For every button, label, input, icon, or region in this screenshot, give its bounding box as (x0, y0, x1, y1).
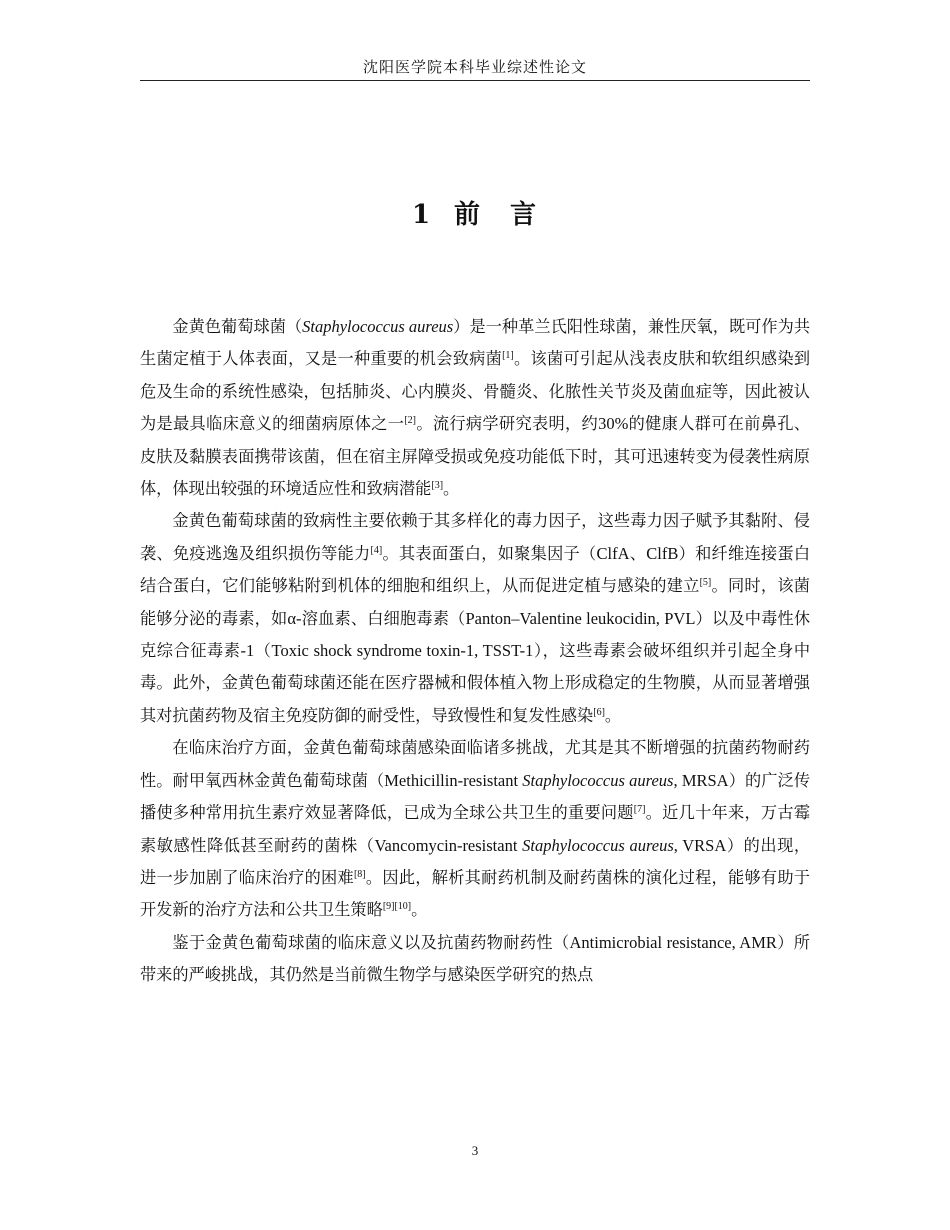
running-header-title: 沈阳医学院本科毕业综述性论文 (362, 58, 587, 76)
chapter-title-char-2: 言 (510, 200, 539, 231)
text-run: 溶血素、白细胞毒素（ (301, 608, 466, 628)
latin-term: , MRSA (673, 770, 729, 790)
text-run: 。 (604, 705, 622, 725)
citation: [5] (699, 577, 712, 589)
italic-term: Staphylococcus aureus (522, 835, 674, 855)
paragraph-virulence (140, 505, 810, 732)
citation: [6] (593, 706, 605, 718)
text-run: 鉴于金黄色葡萄球菌的临床意义以及抗菌药物耐药性（ (172, 932, 570, 952)
latin-term: -1 (240, 641, 255, 661)
citation: [7] (633, 804, 646, 816)
chapter-title-char-1: 前 (454, 200, 483, 231)
text-run: 在临床治疗方面，金黄色葡萄球菌感染面临诸多挑战，尤其是其不断增强的抗菌药物耐药性。耐甲氧西林金黄色葡萄球菌（ (140, 738, 810, 790)
text-run: 。近几十年来，万古霉素敏感性降低甚至耐药的菌株（ (140, 803, 811, 855)
text-run: 的健康人群可在前鼻孔、皮肤及黏膜表面携带该菌，但在宿主屏障受损或免疫功能低下时，其可迅速转变为侵袭性病原体，体现出较强的环境适应性和致病潜能 (140, 414, 811, 499)
latin-term: α- (287, 608, 302, 628)
chapter-title (0, 195, 950, 235)
latin-term: Panton–Valentine leukocidin, PVL (465, 608, 696, 628)
citation: [3] (431, 480, 444, 492)
paragraph-treatment (140, 732, 810, 926)
text-run: 、 (629, 543, 647, 563)
citation: [4] (370, 544, 383, 556)
text-run: 。 (411, 900, 428, 920)
latin-term: Vancomycin-resistant (374, 835, 523, 855)
chapter-number: 1 (411, 200, 433, 231)
species-name (522, 771, 673, 790)
text-run: 。其表面蛋白，如聚集因子（ (382, 543, 597, 563)
citation: [2] (404, 415, 416, 427)
text-run: ）是一种革兰氏阳性球菌，兼性厌氧，既可作为共生菌定植于人体表面，又是一种重要的机会致病菌 (140, 317, 811, 369)
latin-term: Methicillin-resistant (384, 770, 523, 790)
text-run: ）以及中毒性休克综合征毒素 (140, 608, 811, 661)
text-run: 金黄色葡萄球菌（ (172, 317, 303, 336)
species-name (522, 836, 674, 855)
text-run: ）的出现，进一步加剧了临床治疗的困难 (140, 835, 811, 887)
latin-term: ClfB (646, 543, 679, 563)
text-run: 。同时，该菌能够分泌的毒素，如 (140, 576, 810, 628)
latin-term: Antimicrobial resistance, AMR (569, 932, 777, 952)
body-text (140, 311, 810, 992)
text-run: ）所带来的严峻挑战，其仍然是当前微生物学与感染医学研究的热点 (140, 932, 810, 985)
latin-term: ClfA (596, 543, 630, 563)
citation: [9][10] (382, 901, 412, 913)
text-run: ）的广泛传播使多种常用抗生素疗效显著降低，已成为全球公共卫生的重要问题 (140, 770, 811, 823)
text-run: ）和纤维连接蛋白结合蛋白，它们能够粘附到机体的细胞和组织上，从而促进定植与感染的建立 (140, 543, 811, 596)
text-run: 。 (443, 479, 460, 499)
text-run: （ (254, 641, 272, 661)
citation: [8] (353, 868, 366, 880)
running-header (140, 56, 810, 81)
latin-term: , VRSA (673, 835, 727, 855)
percentage-value: 30% (598, 414, 629, 434)
text-run: 。因此，解析其耐药机制及耐药菌株的演化过程，能够有助于开发新的治疗方法和公共卫生策略 (140, 867, 811, 920)
species-name (302, 317, 453, 336)
page-number: 3 (471, 1143, 479, 1158)
citation: [1] (502, 350, 514, 362)
text-run: 。流行病学研究表明，约 (416, 414, 599, 434)
text-run: 。该菌可引起从浅表皮肤和软组织感染到危及生命的系统性感染，包括肺炎、心内膜炎、骨髓炎、化脓性关节炎及菌血症等，因此被认为是最具临床意义的细菌病原体之一 (140, 349, 811, 434)
paragraph-amr (140, 927, 810, 992)
italic-term: Staphylococcus aureus (522, 770, 674, 790)
italic-term: Staphylococcus aureus (302, 317, 454, 336)
paragraph-intro (140, 311, 810, 505)
latin-term: Toxic shock syndrome toxin-1, TSST-1 (271, 641, 534, 661)
text-run: 金黄色葡萄球菌的致病性主要依赖于其多样化的毒力因子，这些毒力因子赋予其黏附、侵袭、免疫逃逸及组织损伤等能力 (140, 511, 810, 563)
text-run: ），这些毒素会破坏组织并引起全身中毒。此外，金黄色葡萄球菌还能在医疗器械和假体植入物上形成稳定的生物膜，从而显著增强其对抗菌药物及宿主免疫防御的耐受性，导致慢性和复发性感染 (140, 641, 811, 725)
